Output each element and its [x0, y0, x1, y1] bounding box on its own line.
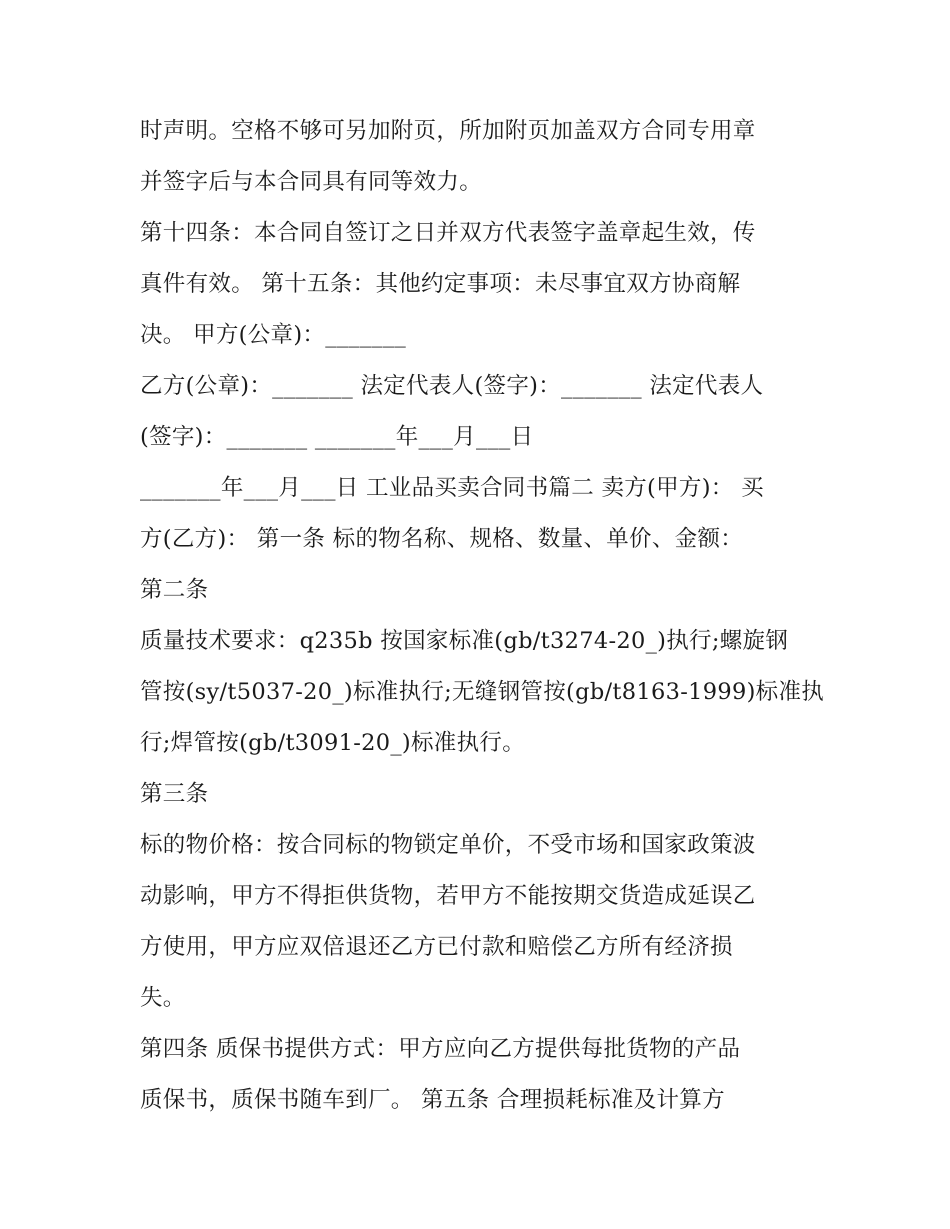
text-line: 质保书，质保书随车到厂。 第五条 合理损耗标准及计算方: [140, 1087, 725, 1113]
text-line: 第三条: [140, 781, 209, 807]
text-line: 方使用，甲方应双倍退还乙方已付款和赔偿乙方所有经济损: [140, 934, 733, 960]
document-body: [140, 106, 825, 1126]
text-line: 标的物价格：按合同标的物锁定单价，不受市场和国家政策波: [140, 832, 756, 858]
text-line: 管按(sy/t5037-20_)标准执行;无缝钢管按(gb/t8163-1999)标准执: [140, 679, 825, 705]
text-line: 并签字后与本合同具有同等效力。: [140, 169, 483, 195]
text-line: 第四条 质保书提供方式：甲方应向乙方提供每批货物的产品: [140, 1036, 741, 1062]
text-line: 乙方(公章)：_______ 法定代表人(签字)：_______ 法定代表人: [140, 373, 764, 399]
text-line: 失。: [140, 985, 186, 1011]
text-line: 决。 甲方(公章)：_______: [140, 322, 407, 348]
text-line: _______年___月___日 工业品买卖合同书篇二 卖方(甲方)： 买: [140, 475, 764, 501]
text-line: 质量技术要求：q235b 按国家标准(gb/t3274-20_)执行;螺旋钢: [140, 628, 789, 654]
text-line: 动影响，甲方不得拒供货物，若甲方不能按期交货造成延误乙: [140, 883, 756, 909]
text-line: 时声明。空格不够可另加附页，所加附页加盖双方合同专用章: [140, 118, 756, 144]
text-line: 方(乙方)： 第一条 标的物名称、规格、数量、单价、金额：: [140, 526, 744, 552]
text-line: 真件有效。 第十五条：其他约定事项：未尽事宜双方协商解: [140, 271, 741, 297]
text-line: 第十四条：本合同自签订之日并双方代表签字盖章起生效，传: [140, 220, 756, 246]
text-line: 行;焊管按(gb/t3091-20_)标准执行。: [140, 730, 526, 756]
text-line: (签字)：_______ _______年___月___日: [140, 424, 534, 450]
text-line: 第二条: [140, 577, 209, 603]
